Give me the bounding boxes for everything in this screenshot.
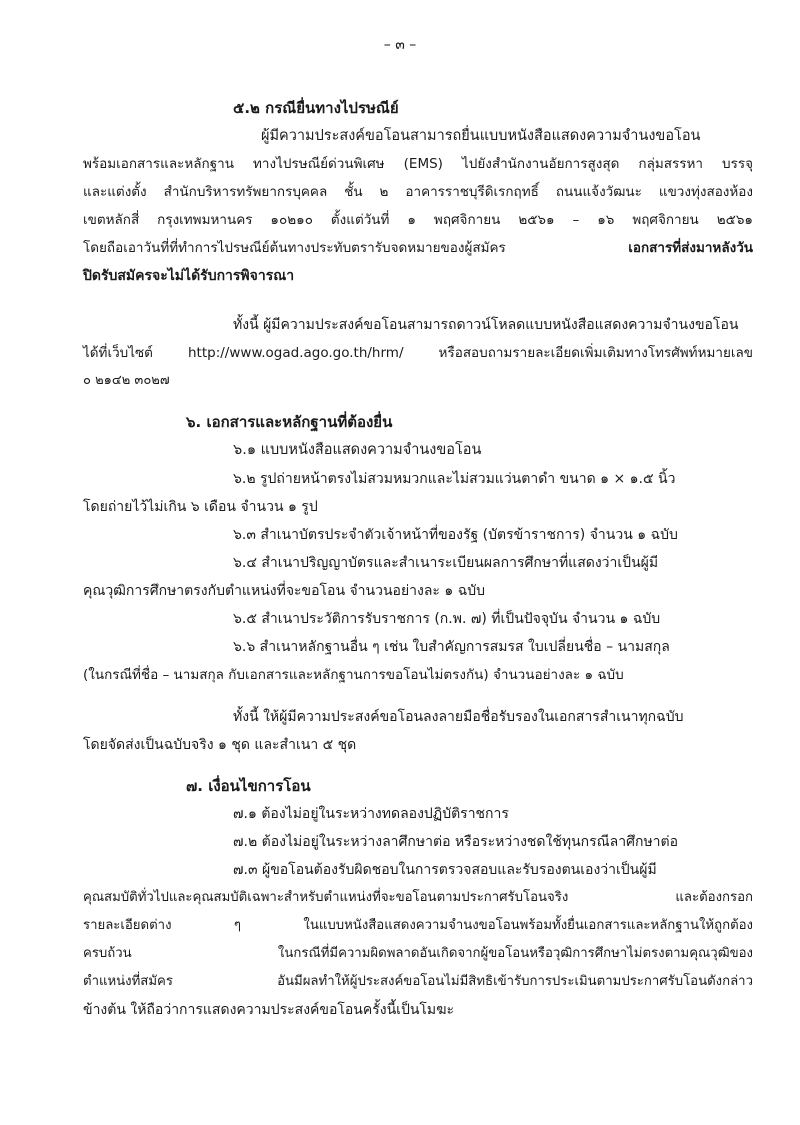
section-7-item-3-line3: รายละเอียดต่าง ๆ ในแบบหนังสือแสดงความจำนงขอโอนพร้อมทั้งยื่นเอกสารและหลักฐานให้ถูกต้อง: [83, 918, 753, 933]
section-6-item-5: ๖.๕ สำเนาประวัติการรับราชการ (ก.พ. ๗) ที่เป็นปัจจุบัน จำนวน ๑ ฉบับ: [233, 611, 661, 627]
section-6-item-2-cont: โดยถ่ายไว้ไม่เกิน ๖ เดือน จำนวน ๑ รูป: [83, 499, 318, 515]
section-6-item-4-cont: คุณวุฒิการศึกษาตรงกับตำแหน่งที่จะขอโอน จำนวนอย่างละ ๑ ฉบับ: [83, 583, 486, 599]
section-6-item-6-cont: (ในกรณีที่ชื่อ – นามสกุล กับเอกสารและหลักฐานการขอโอนไม่ตรงกัน) จำนวนอย่างละ ๑ ฉบับ: [83, 667, 624, 683]
section-7-item-3-line5: ตำแหน่งที่สมัคร อันมีผลทำให้ผู้ประสงค์ขอโอนไม่มีสิทธิเข้ารับการประเมินตามประกาศรับโอนดังกล่าว: [83, 974, 753, 989]
section-6-note-line1: ทั้งนี้ ให้ผู้มีความประสงค์ขอโอนลงลายมือชื่อรับรองในเอกสารสำเนาทุกฉบับ: [233, 709, 684, 725]
section-7-item-3-line4: ครบถ้วน ในกรณีที่มีความผิดพลาดอันเกิดจากผู้ขอโอนหรือวุฒิการศึกษาไม่ตรงตามคุณวุฒิของ: [83, 946, 753, 961]
section-5-2-para1-line3: และแต่งตั้ง สำนักบริหารทรัพยากรบุคคล ชั้น ๒ อาคารราชบุรีดิเรกฤทธิ์ ถนนแจ้งวัฒนะ แขวงทุ่งสองห้อง: [83, 184, 753, 200]
page-number: – ๓ –: [383, 37, 417, 53]
section-7-item-3-line6: ข้างต้น ให้ถือว่าการแสดงความประสงค์ขอโอนครั้งนี้เป็นโมฆะ: [83, 1002, 455, 1018]
para2-prefix: ได้ที่เว็บไซต์: [83, 345, 188, 361]
section-5-2-para1-line4: เขตหลักสี่ กรุงเทพมหานคร ๑๐๒๑๐ ตั้งแต่วันที่ ๑ พฤศจิกายน ๒๕๖๑ – ๑๖ พฤศจิกายน ๒๕๖๑: [83, 212, 753, 228]
section-5-2-para1-line1: ผู้มีความประสงค์ขอโอนสามารถยื่นแบบหนังสือแสดงความจำนงขอโอน: [261, 128, 701, 144]
section-7-heading: ๗. เงื่อนไขการโอน: [186, 777, 311, 795]
section-5-2-para1-line5: [83, 238, 753, 258]
section-6-item-4: ๖.๔ สำเนาปริญญาบัตรและสำเนาระเบียนผลการศึกษาที่แสดงว่าเป็นผู้มี: [233, 555, 659, 571]
section-6-item-1: ๖.๑ แบบหนังสือแสดงความจำนงขอโอน: [233, 442, 482, 458]
website-link[interactable]: http://www.ogad.ago.go.th/hrm/: [188, 345, 404, 361]
section-5-2-para1-line6: ปิดรับสมัครจะไม่ได้รับการพิจารณา: [83, 268, 295, 284]
para2-suffix: หรือสอบถามรายละเอียดเพิ่มเติมทางโทรศัพท์หมายเลข: [403, 345, 753, 361]
section-6-note-line2: โดยจัดส่งเป็นฉบับจริง ๑ ชุด และสำเนา ๕ ชุด: [83, 737, 357, 753]
para1-line5-text: โดยถือเอาวันที่ที่ทำการไปรษณีย์ต้นทางประทับตรารับจดหมายของผู้สมัคร: [83, 240, 629, 256]
section-7-item-3-line2: คุณสมบัติทั่วไปและคุณสมบัติเฉพาะสำหรับตำแหน่งที่จะขอโอนตามประกาศรับโอนจริง และต้องกรอก: [83, 890, 753, 905]
section-7-item-3: ๗.๓ ผู้ขอโอนต้องรับผิดชอบในการตรวจสอบและรับรองตนเองว่าเป็นผู้มี: [233, 862, 657, 878]
section-7-item-1: ๗.๑ ต้องไม่อยู่ในระหว่างทดลองปฏิบัติราชการ: [233, 806, 509, 822]
section-6-item-3: ๖.๓ สำเนาบัตรประจำตัวเจ้าหน้าที่ของรัฐ (บัตรข้าราชการ) จำนวน ๑ ฉบับ: [233, 527, 678, 543]
section-5-2-heading: ๕.๒ กรณียื่นทางไปรษณีย์: [233, 99, 399, 117]
para1-line5-bold-text: เอกสารที่ส่งมาหลังวัน: [628, 240, 753, 256]
section-6-item-2: ๖.๒ รูปถ่ายหน้าตรงไม่สวมหมวกและไม่สวมแว่นตาดำ ขนาด ๑ × ๑.๕ นิ้ว: [233, 471, 676, 487]
section-6-heading: ๖. เอกสารและหลักฐานที่ต้องยื่น: [186, 413, 393, 431]
section-6-item-6: ๖.๖ สำเนาหลักฐานอื่น ๆ เช่น ใบสำคัญการสมรส ใบเปลี่ยนชื่อ – นามสกุล: [233, 639, 670, 655]
section-5-2-para2-line1: ทั้งนี้ ผู้มีความประสงค์ขอโอนสามารถดาวน์โหลดแบบหนังสือแสดงความจำนงขอโอน: [233, 317, 739, 333]
section-5-2-para1-line2: พร้อมเอกสารและหลักฐาน ทางไปรษณีย์ด่วนพิเศษ (EMS) ไปยังสำนักงานอัยการสูงสุด กลุ่มสรรหา บรรจุ: [83, 156, 753, 172]
section-5-2-para2-line2: [83, 343, 753, 363]
section-5-2-phone: ๐ ๒๑๔๒ ๓๐๒๗: [83, 373, 170, 388]
section-7-item-2: ๗.๒ ต้องไม่อยู่ในระหว่างลาศึกษาต่อ หรือระหว่างชดใช้ทุนกรณีลาศึกษาต่อ: [233, 834, 679, 850]
